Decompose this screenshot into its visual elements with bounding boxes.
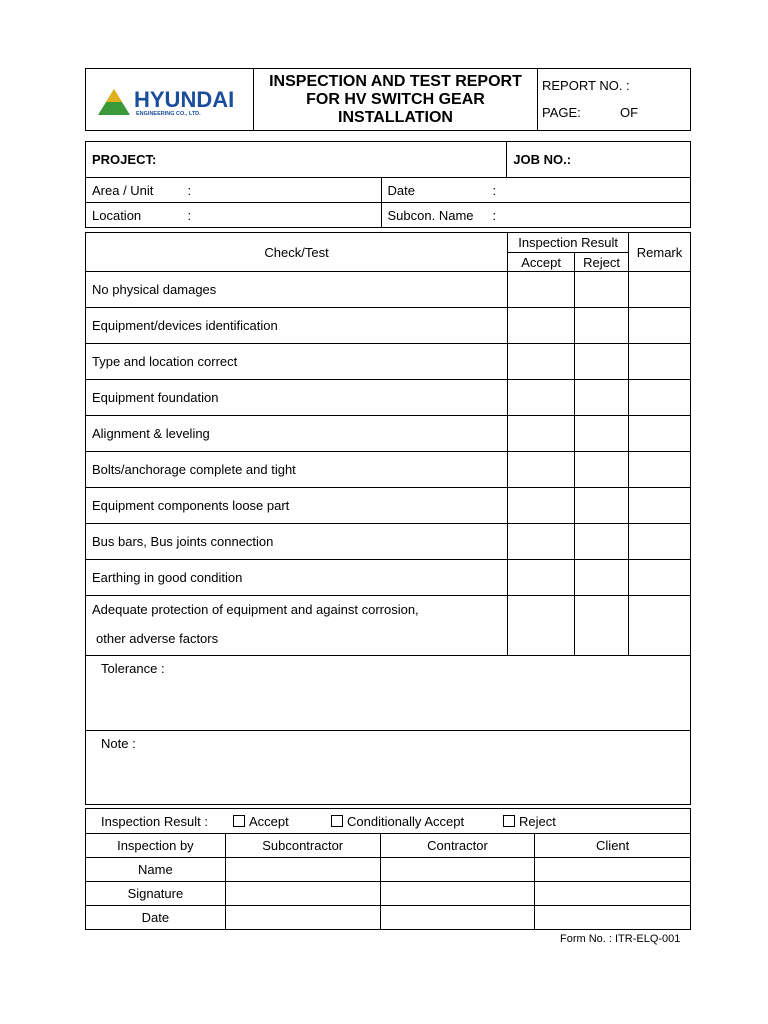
accept-cell[interactable]: [508, 308, 575, 344]
reject-cell[interactable]: [575, 452, 629, 488]
inspection-result-row: [86, 809, 691, 834]
date-colon: :: [492, 182, 497, 198]
report-title: [254, 69, 538, 130]
subcontractor-signature-cell[interactable]: [225, 882, 380, 906]
reject-cell[interactable]: [575, 380, 629, 416]
check-item-label: Alignment & leveling: [86, 416, 508, 452]
conditional-accept-checkbox[interactable]: [331, 815, 343, 827]
accept-cell[interactable]: [508, 452, 575, 488]
project-label: PROJECT:: [86, 142, 507, 178]
remark-cell[interactable]: [629, 416, 691, 452]
tolerance-field[interactable]: [86, 656, 691, 731]
remark-cell[interactable]: [629, 452, 691, 488]
client-name-cell[interactable]: [535, 858, 691, 882]
reject-option-label: Reject: [519, 813, 556, 829]
of-label: OF: [620, 105, 639, 120]
remark-cell[interactable]: [629, 560, 691, 596]
check-row: [86, 416, 691, 452]
check-row: [86, 524, 691, 560]
check-item-label: Type and location correct: [86, 344, 508, 380]
remark-cell[interactable]: [629, 344, 691, 380]
report-header: [85, 68, 691, 131]
remark-cell[interactable]: [629, 308, 691, 344]
contractor-name-cell[interactable]: [380, 858, 535, 882]
check-item-label: Bolts/anchorage complete and tight: [86, 452, 508, 488]
check-item-label: Equipment/devices identification: [86, 308, 508, 344]
name-row-label: Name: [86, 858, 226, 882]
hyundai-logo: [86, 69, 254, 130]
accept-cell[interactable]: [508, 488, 575, 524]
reject-cell[interactable]: [575, 272, 629, 308]
check-item-protection: [86, 596, 508, 656]
client-header: Client: [535, 834, 691, 858]
accept-cell[interactable]: [508, 596, 575, 656]
check-row: [86, 308, 691, 344]
client-date-cell[interactable]: [535, 906, 691, 930]
subcontractor-name-cell[interactable]: [225, 858, 380, 882]
check-item-label: Bus bars, Bus joints connection: [86, 524, 508, 560]
check-row: [86, 488, 691, 524]
check-item-label: Equipment foundation: [86, 380, 508, 416]
note-field[interactable]: [86, 731, 691, 805]
check-item-label: No physical damages: [86, 272, 508, 308]
accept-cell[interactable]: [508, 524, 575, 560]
area-colon: :: [187, 182, 192, 198]
svg-text:HYUNDAI: HYUNDAI: [134, 87, 235, 112]
subcontractor-date-cell[interactable]: [225, 906, 380, 930]
conditional-accept-option[interactable]: [331, 814, 464, 829]
reject-cell[interactable]: [575, 344, 629, 380]
title-line-1: INSPECTION AND TEST REPORT: [269, 72, 522, 90]
accept-checkbox[interactable]: [233, 815, 245, 827]
check-row: [86, 272, 691, 308]
reject-checkbox[interactable]: [503, 815, 515, 827]
check-row: [86, 560, 691, 596]
check-item-label: Equipment components loose part: [86, 488, 508, 524]
inspection-by-header: Inspection by: [86, 834, 226, 858]
svg-text:ENGINEERING CO., LTD.: ENGINEERING CO., LTD.: [136, 111, 201, 117]
inspection-result-label: Inspection Result :: [101, 813, 208, 829]
check-row: [86, 344, 691, 380]
project-info-table: [85, 141, 691, 228]
report-info: [538, 69, 690, 130]
reject-cell[interactable]: [575, 596, 629, 656]
logo-cell: [86, 69, 254, 130]
check-row: [86, 452, 691, 488]
remark-cell[interactable]: [629, 596, 691, 656]
accept-cell[interactable]: [508, 380, 575, 416]
signature-table: [85, 808, 691, 930]
date-field[interactable]: [381, 178, 690, 203]
accept-cell[interactable]: [508, 344, 575, 380]
date-label: Date: [387, 182, 415, 198]
contractor-signature-cell[interactable]: [380, 882, 535, 906]
contractor-header: Contractor: [380, 834, 535, 858]
tolerance-label: Tolerance :: [101, 661, 165, 676]
title-line-2: FOR HV SWITCH GEAR: [306, 90, 485, 108]
page-label: PAGE:: [542, 105, 581, 120]
accept-cell[interactable]: [508, 416, 575, 452]
remark-cell[interactable]: [629, 524, 691, 560]
area-unit-label: Area / Unit: [92, 182, 154, 198]
report-no-label: REPORT NO. :: [542, 78, 630, 93]
accept-option-label: Accept: [249, 813, 289, 829]
client-signature-cell[interactable]: [535, 882, 691, 906]
col-inspection-result: Inspection Result: [508, 233, 629, 253]
subcon-name-field[interactable]: [381, 203, 690, 228]
signature-row-label: Signature: [86, 882, 226, 906]
note-label: Note :: [101, 736, 136, 751]
subcon-name-label: Subcon. Name: [387, 207, 474, 223]
col-check-test: Check/Test: [86, 233, 508, 272]
reject-option[interactable]: [503, 814, 556, 829]
date-row-label: Date: [86, 906, 226, 930]
remark-cell[interactable]: [629, 272, 691, 308]
contractor-date-cell[interactable]: [380, 906, 535, 930]
col-accept: Accept: [508, 253, 575, 272]
location-colon: :: [187, 207, 192, 223]
remark-cell[interactable]: [629, 488, 691, 524]
reject-cell[interactable]: [575, 308, 629, 344]
check-item-protection-line2: other adverse factors: [96, 631, 219, 646]
area-unit-field[interactable]: [86, 178, 382, 203]
reject-cell[interactable]: [575, 524, 629, 560]
accept-cell[interactable]: [508, 560, 575, 596]
remark-cell[interactable]: [629, 380, 691, 416]
location-label: Location: [92, 207, 142, 223]
reject-cell[interactable]: [575, 488, 629, 524]
check-test-table: [85, 232, 691, 805]
location-field[interactable]: [86, 203, 382, 228]
reject-cell[interactable]: [575, 560, 629, 596]
subcontractor-header: Subcontractor: [225, 834, 380, 858]
title-line-3: INSTALLATION: [338, 108, 453, 126]
accept-option[interactable]: [233, 814, 289, 829]
job-no-label: JOB NO.:: [507, 142, 691, 178]
check-item-label: Earthing in good condition: [86, 560, 508, 596]
accept-cell[interactable]: [508, 272, 575, 308]
form-number: Form No. : ITR-ELQ-001: [560, 933, 681, 945]
check-item-protection-line1: Adequate protection of equipment and against corrosion,: [92, 602, 419, 617]
subcon-colon: :: [492, 207, 497, 223]
reject-cell[interactable]: [575, 416, 629, 452]
check-row: [86, 380, 691, 416]
col-reject: Reject: [575, 253, 629, 272]
col-remark: Remark: [629, 233, 691, 272]
conditional-accept-label: Conditionally Accept: [347, 813, 465, 829]
